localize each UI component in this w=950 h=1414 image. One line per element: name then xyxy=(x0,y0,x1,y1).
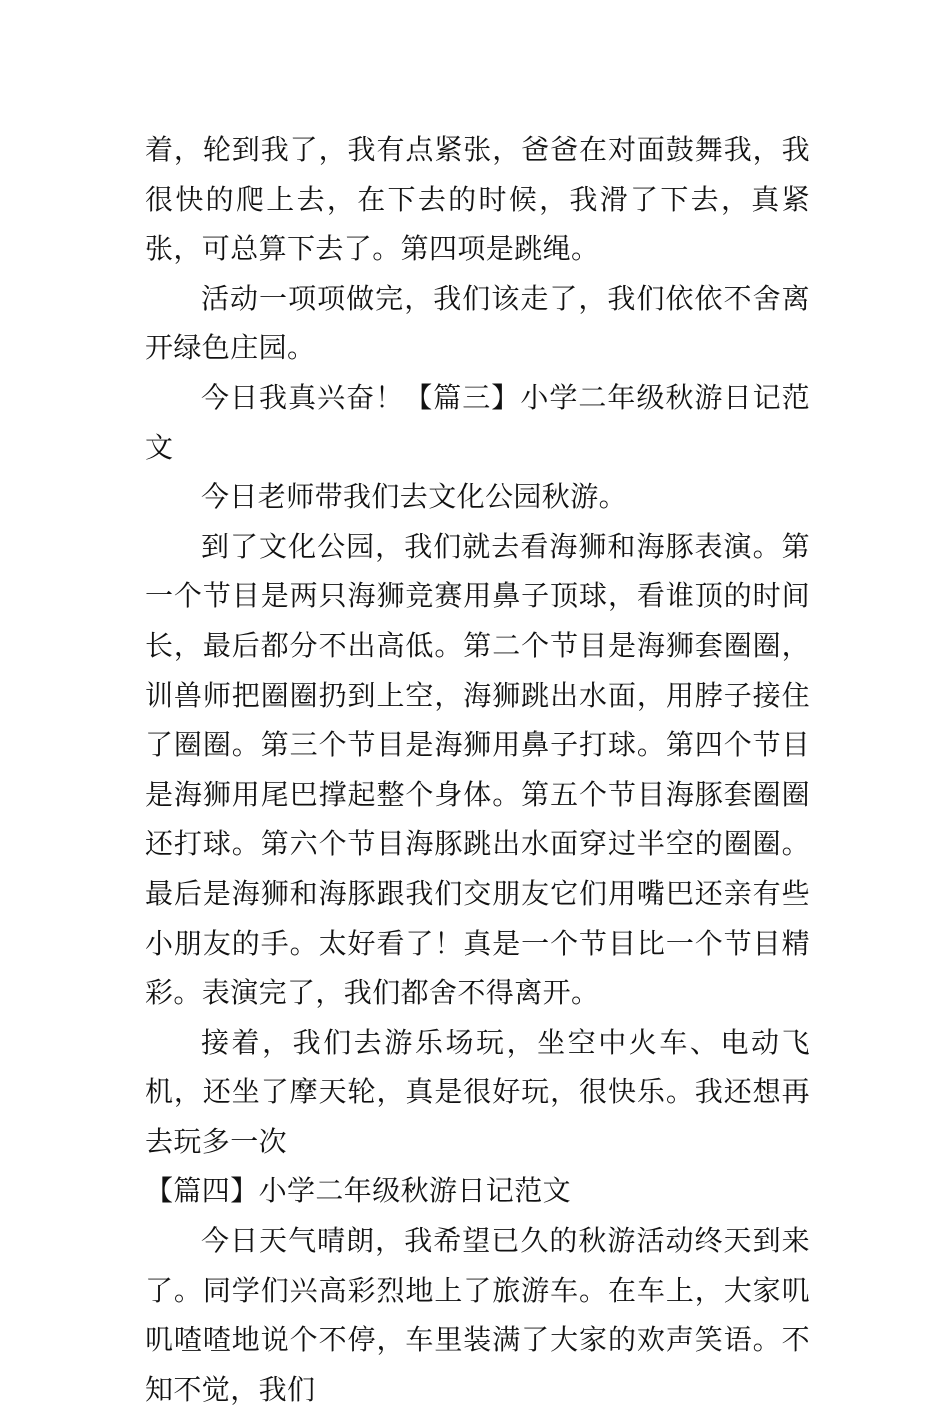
paragraph-amusement-park: 接着，我们去游乐场玩，坐空中火车、电动飞机，还坐了摩天轮，真是很好玩，很快乐。我还想再去玩多一次 xyxy=(145,1025,810,1158)
document-page xyxy=(145,125,810,1414)
paragraph-sunny-day: 今日天气晴朗，我希望已久的秋游活动终天到来了。同学们兴高彩烈地上了旅游车。在车上，大家叽叽喳喳地说个不停，车里装满了大家的欢声笑语。不知不觉，我们 xyxy=(145,1224,810,1406)
paragraph-activity-end: 活动一项项做完，我们该走了，我们依依不舍离开绿色庄园。 xyxy=(145,281,810,365)
paragraph-culture-park: 今日老师带我们去文化公园秋游。 xyxy=(201,480,628,514)
paragraph-continuation: 着，轮到我了，我有点紧张，爸爸在对面鼓舞我，我很快的爬上去，在下去的时候，我滑了下去，真紧张，可总算下去了。第四项是跳绳。 xyxy=(145,133,810,266)
paragraph-section-three-heading: 今日我真兴奋！【篇三】小学二年级秋游日记范文 xyxy=(145,380,810,464)
paragraph-sea-lion-show: 到了文化公园，我们就去看海狮和海豚表演。第一个节目是两只海狮竞赛用鼻子顶球，看谁顶的时间长，最后都分不出高低。第二个节目是海狮套圈圈，训兽师把圈圈扔到上空，海狮跳出水面，用脖子接住了圈圈。第三个节目是海狮用鼻子打球。第四个节目是海狮用尾巴撑起整个身体。第五个节目海豚套圈圈还打球。第六个节目海豚跳出水面穿过半空的圈圈。最后是海狮和海豚跟我们交朋友它们用嘴巴还亲有些小朋友的手。太好看了！真是一个节目比一个节目精彩。表演完了，我们都舍不得离开。 xyxy=(145,529,810,1010)
section-four-heading: 【篇四】小学二年级秋游日记范文 xyxy=(145,1174,572,1208)
